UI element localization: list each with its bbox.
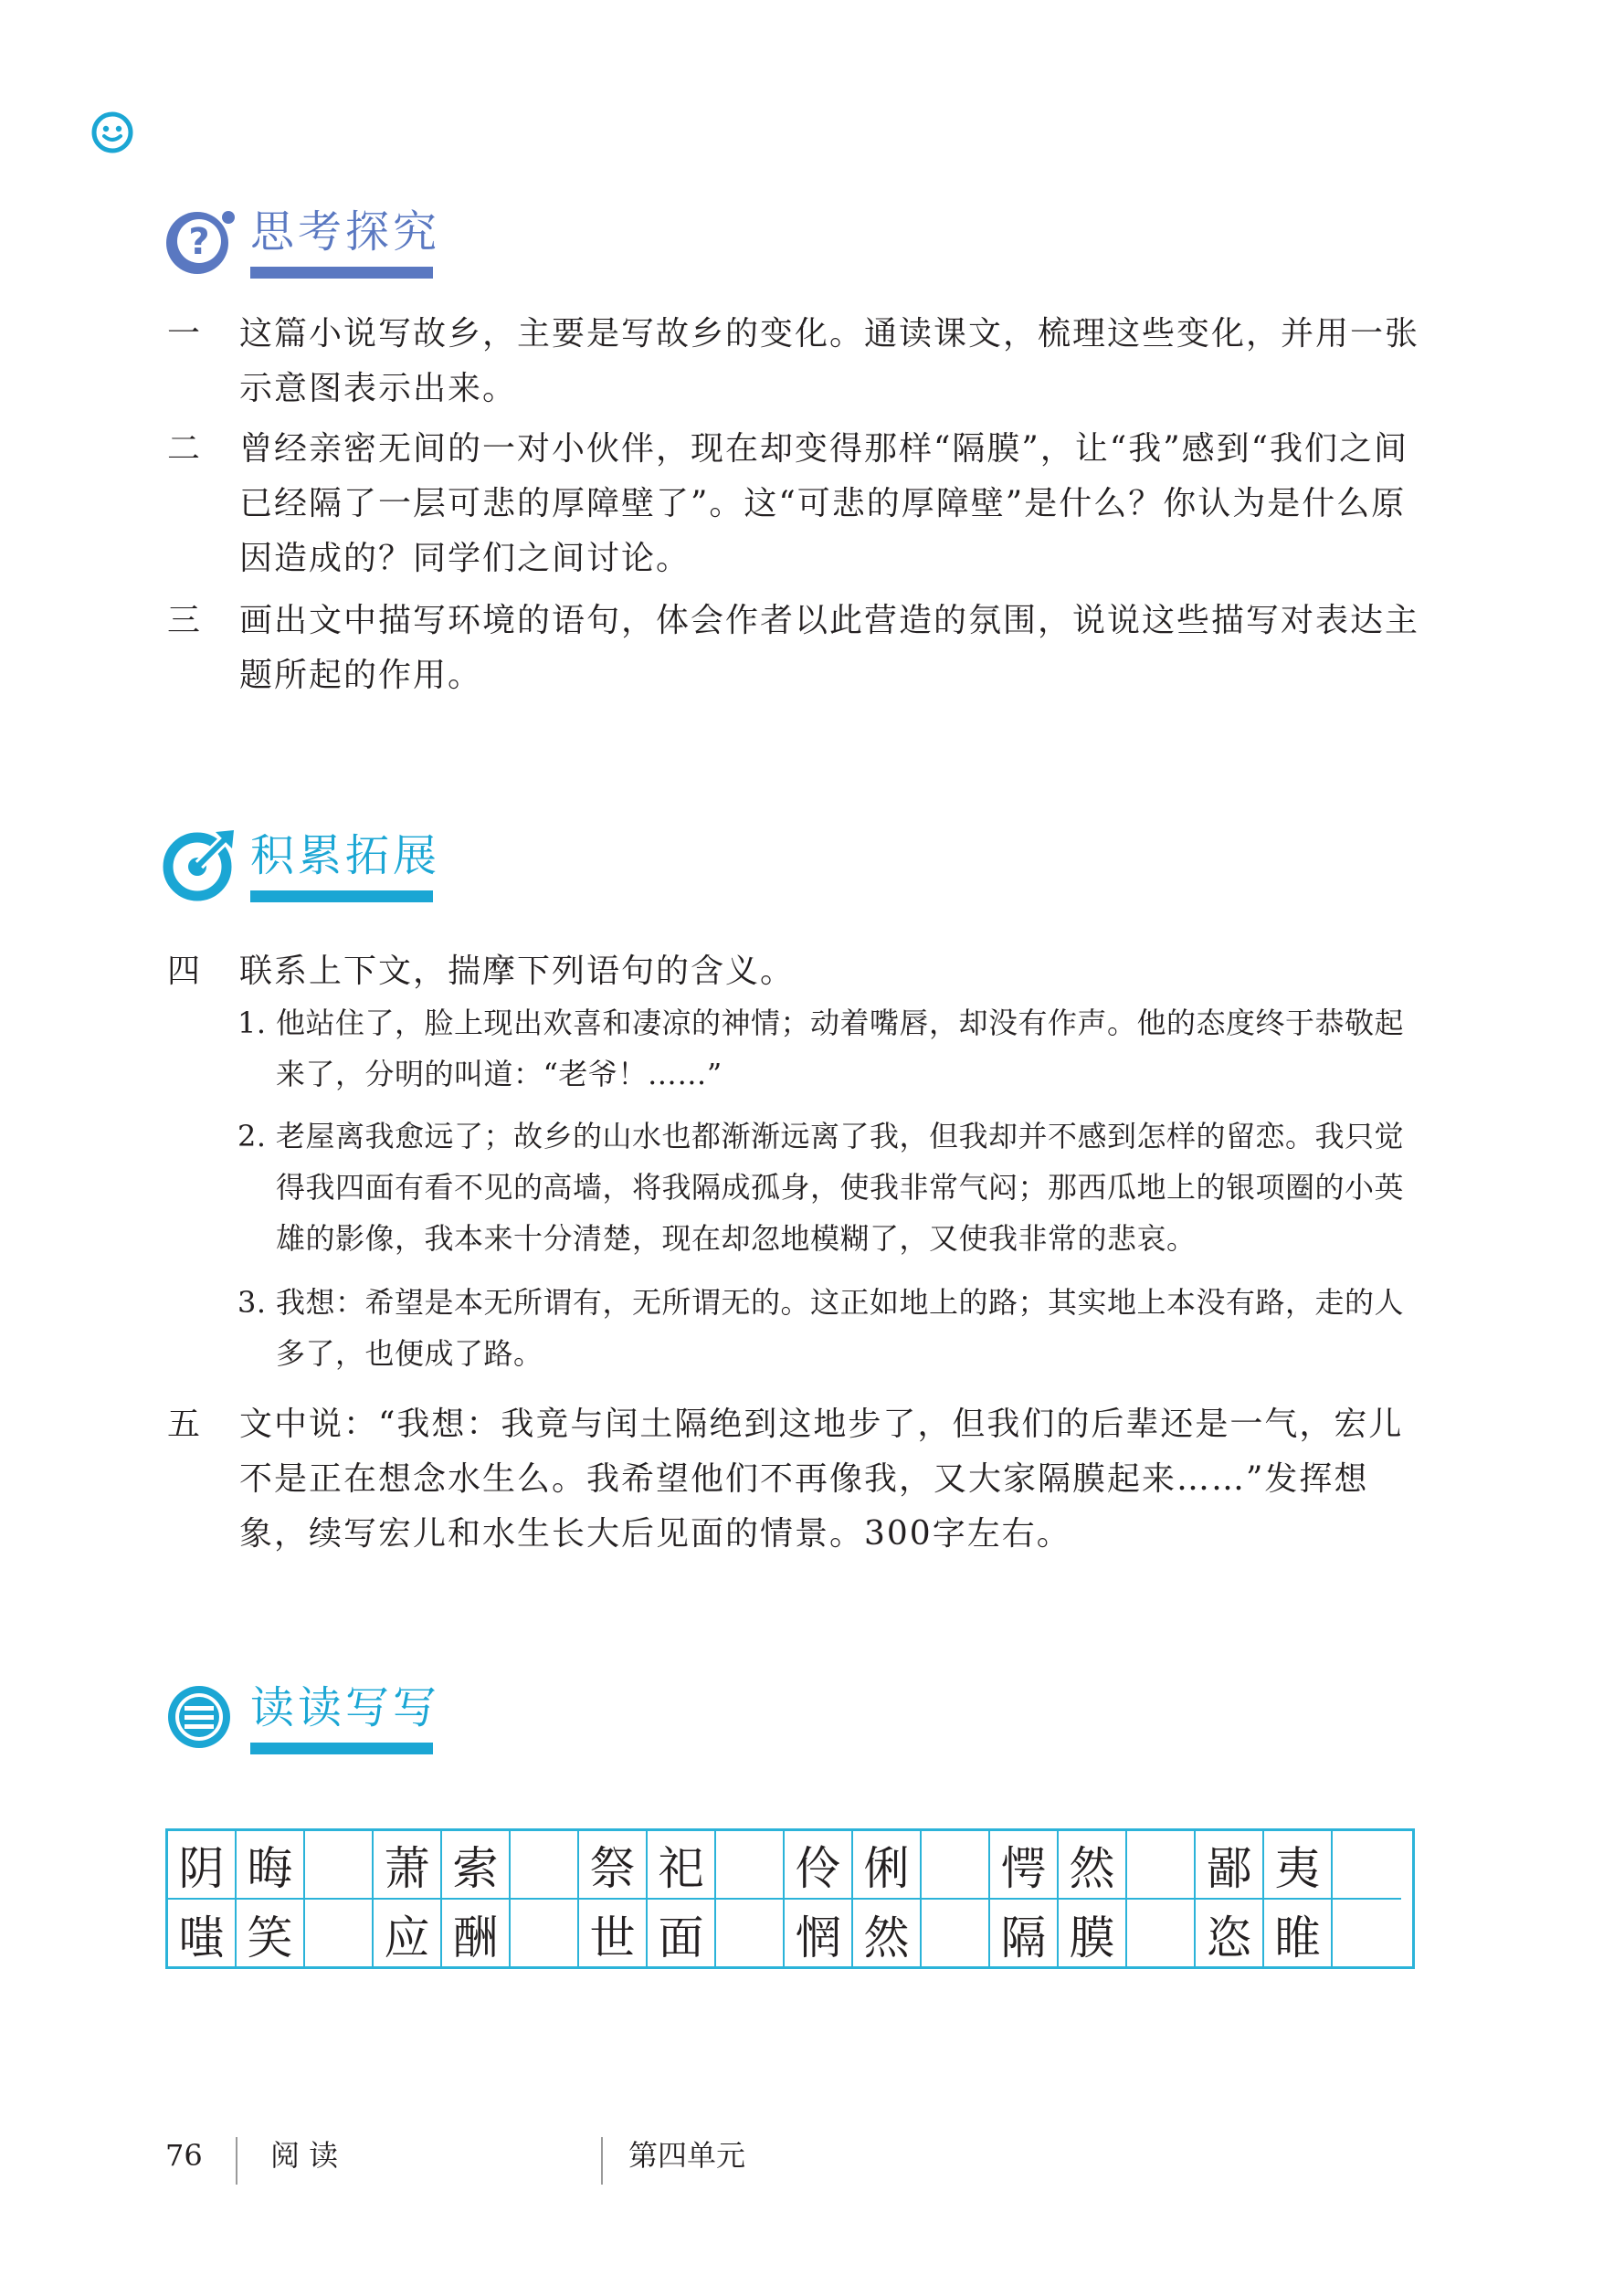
question-number: 五 xyxy=(167,1406,203,1443)
item-text: 我想：希望是本无所谓有，无所谓无的。这正如地上的路；其实地上本没有路，走的人多了，也便成了路。 xyxy=(276,1285,1405,1371)
section-accumulate-title: 积累拓展 xyxy=(250,830,441,881)
vocab-char-cell: 索 xyxy=(442,1831,511,1900)
section-read-underline xyxy=(250,1743,433,1754)
item-number: 1. xyxy=(237,1006,267,1040)
vocab-char-cell: 然 xyxy=(853,1900,922,1968)
question-text: 这篇小说写故乡，主要是写故乡的变化。通读课文，梳理这些变化，并用一张示意图表示出来。 xyxy=(239,315,1420,407)
vocab-blank-cell xyxy=(922,1900,990,1968)
vocab-blank-cell xyxy=(922,1831,990,1900)
section-accumulate-underline xyxy=(250,890,433,902)
item-text: 老屋离我愈远了；故乡的山水也都渐渐远离了我，但我却并不感到怎样的留恋。我只觉得我四面有看不见的高墙，将我隔成孤身，使我非常气闷；那西瓜地上的银项圈的小英雄的影像，我本来十分清楚，现在却忽地模糊了，又使我非常的悲哀。 xyxy=(276,1119,1405,1256)
question-number: 三 xyxy=(167,602,203,639)
section-think-header xyxy=(163,203,546,312)
vocab-char-cell: 睢 xyxy=(1264,1900,1333,1968)
vocab-char-cell: 祭 xyxy=(579,1831,648,1900)
vocab-char-cell: 膜 xyxy=(1059,1900,1127,1968)
vocab-char-cell: 俐 xyxy=(853,1831,922,1900)
vocab-char-cell: 然 xyxy=(1059,1831,1127,1900)
question-3 xyxy=(167,594,1423,703)
question-text: 画出文中描写环境的语句，体会作者以此营造的氛围，说说这些描写对表达主题所起的作用。 xyxy=(239,602,1420,694)
question-text: 文中说：“我想：我竟与闰土隔绝到这地步了，但我们的后辈还是一气，宏儿不是正在想念水生么。我希望他们不再像我，又大家隔膜起来……”发挥想象，续写宏儿和水生长大后见面的情景。300字左右。 xyxy=(239,1406,1404,1553)
vocab-char-cell: 世 xyxy=(579,1900,648,1968)
vocab-char-cell: 面 xyxy=(648,1900,716,1968)
question-2 xyxy=(167,422,1423,586)
footer-divider xyxy=(236,2137,237,2185)
vocab-char-cell: 酬 xyxy=(442,1900,511,1968)
section-think-underline xyxy=(250,267,433,279)
vocab-char-cell: 祀 xyxy=(648,1831,716,1900)
vocab-char-cell: 笑 xyxy=(237,1900,305,1968)
vocab-blank-cell xyxy=(305,1831,374,1900)
vocab-char-cell: 应 xyxy=(374,1900,442,1968)
q4-item-1 xyxy=(237,997,1425,1100)
vocabulary-grid xyxy=(165,1828,1415,1969)
vocab-char-cell: 嗤 xyxy=(168,1900,237,1968)
vocab-char-cell: 阴 xyxy=(168,1831,237,1900)
vocab-blank-cell xyxy=(1127,1900,1196,1968)
vocab-char-cell: 恣 xyxy=(1196,1900,1264,1968)
section-read-header xyxy=(163,1679,546,1788)
item-number: 2. xyxy=(237,1119,267,1153)
question-text: 曾经亲密无间的一对小伙伴，现在却变得那样“隔膜”，让“我”感到“我们之间已经隔了一层可悲的厚障壁了”。这“可悲的厚障壁”是什么？你认为是什么原因造成的？同学们之间讨论。 xyxy=(239,430,1409,577)
vocab-blank-cell xyxy=(1127,1831,1196,1900)
q4-item-3 xyxy=(237,1277,1425,1379)
section-accumulate-header xyxy=(163,827,546,936)
footer-divider xyxy=(601,2137,603,2185)
vocab-blank-cell xyxy=(716,1831,785,1900)
vocab-blank-cell xyxy=(305,1900,374,1968)
section-read-title: 读读写写 xyxy=(250,1682,441,1733)
question-text: 联系上下文，揣摩下列语句的含义。 xyxy=(239,953,796,990)
question-1 xyxy=(167,307,1423,416)
footer-section: 阅 读 xyxy=(270,2138,339,2173)
vocab-char-cell: 愕 xyxy=(990,1831,1059,1900)
question-number: 一 xyxy=(167,315,203,353)
item-number: 3. xyxy=(237,1285,267,1320)
vocab-blank-cell xyxy=(1333,1831,1401,1900)
target-arrow-icon xyxy=(163,827,237,901)
vocab-blank-cell xyxy=(511,1900,579,1968)
vocab-char-cell: 晦 xyxy=(237,1831,305,1900)
item-text: 他站住了，脸上现出欢喜和凄凉的神情；动着嘴唇，却没有作声。他的态度终于恭敬起来了，分明的叫道：“老爷！……” xyxy=(276,1006,1405,1091)
question-icon xyxy=(163,203,237,278)
vocab-char-cell: 惘 xyxy=(785,1900,853,1968)
svg-text:?: ? xyxy=(188,221,210,263)
section-think-title: 思考探究 xyxy=(250,206,441,258)
page-number: 76 xyxy=(165,2138,203,2173)
question-5 xyxy=(167,1397,1423,1562)
q4-item-2 xyxy=(237,1111,1425,1264)
list-icon xyxy=(163,1679,237,1754)
question-4 xyxy=(167,944,1423,999)
vocab-char-cell: 夷 xyxy=(1264,1831,1333,1900)
vocab-char-cell: 隔 xyxy=(990,1900,1059,1968)
vocab-char-cell: 萧 xyxy=(374,1831,442,1900)
vocab-char-cell: 伶 xyxy=(785,1831,853,1900)
footer-unit: 第四单元 xyxy=(628,2138,746,2173)
vocab-char-cell: 鄙 xyxy=(1196,1831,1264,1900)
question-number: 二 xyxy=(167,430,203,468)
smiley-icon xyxy=(90,110,135,155)
vocab-blank-cell xyxy=(511,1831,579,1900)
vocab-blank-cell xyxy=(1333,1900,1401,1968)
vocab-blank-cell xyxy=(716,1900,785,1968)
question-number: 四 xyxy=(167,953,203,990)
